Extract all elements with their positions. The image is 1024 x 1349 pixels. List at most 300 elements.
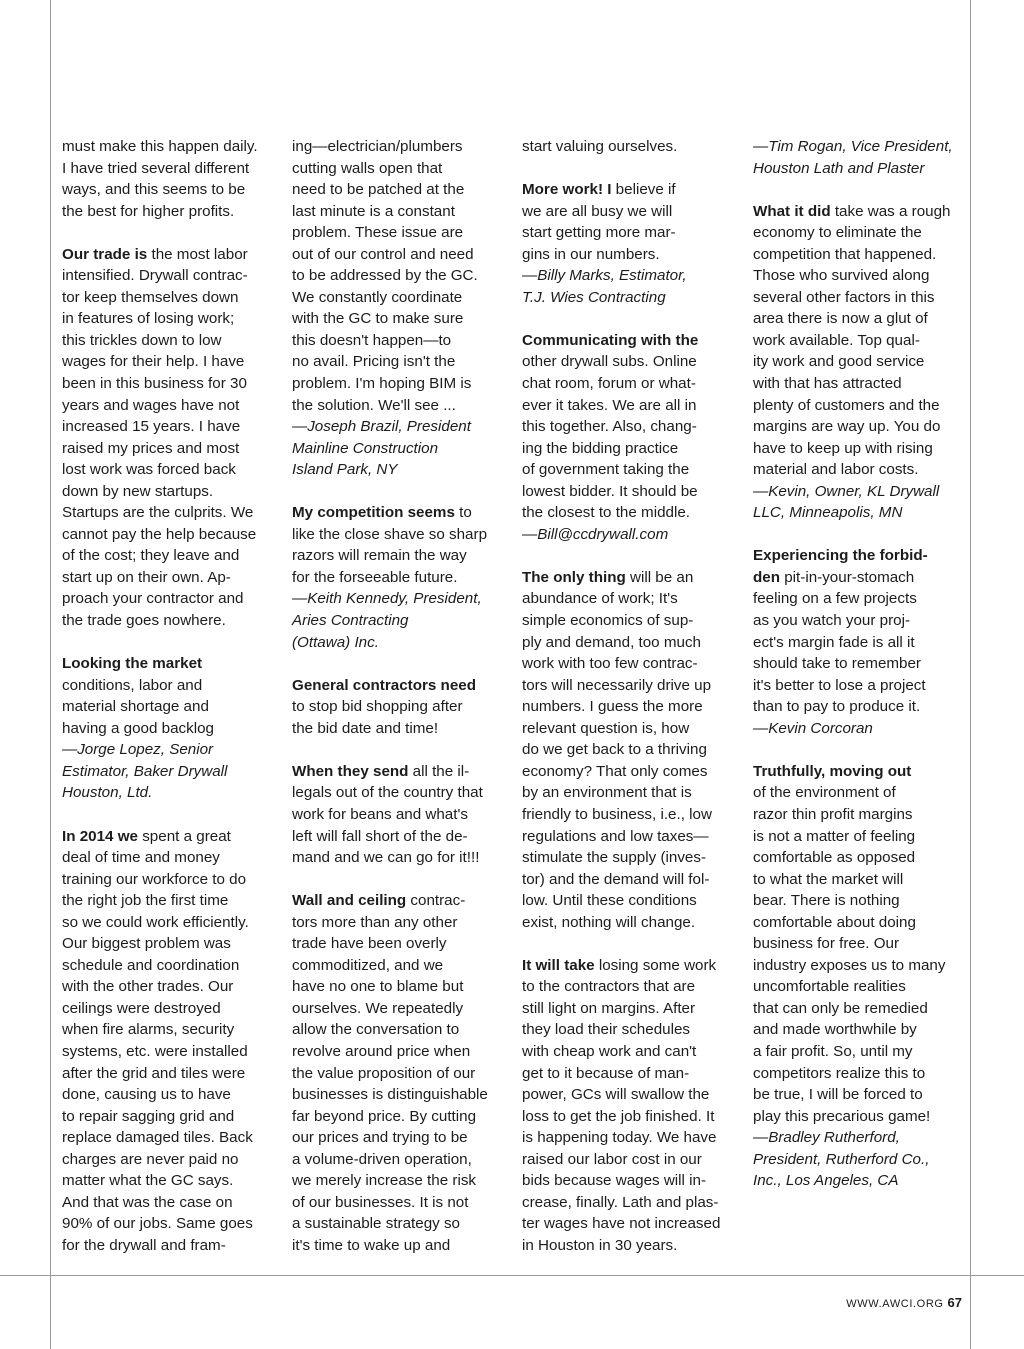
response-paragraph (753, 136, 965, 179)
body-text: work for beans and what's (292, 805, 468, 823)
text-line (753, 1106, 965, 1128)
body-text: we are all busy we will (522, 202, 673, 220)
attribution-text: —Keith Kennedy, President, (292, 590, 482, 608)
text-line (522, 976, 734, 998)
body-text: And that was the case on (62, 1193, 233, 1211)
text-line (62, 545, 274, 567)
body-text: plenty of customers and the (753, 396, 940, 414)
text-line (522, 1106, 734, 1128)
text-line (62, 761, 274, 783)
body-text: Our biggest problem was (62, 935, 231, 953)
text-line (522, 890, 734, 912)
response-paragraph (62, 653, 274, 804)
body-text: simple economics of sup- (522, 612, 694, 630)
body-text: the bid date and time! (292, 719, 439, 737)
body-text: competitors realize this to (753, 1064, 926, 1082)
body-text: with the other trades. Our (62, 978, 234, 996)
text-line (522, 179, 734, 201)
text-line (753, 395, 965, 417)
lead-in-bold: Communicating with the (522, 331, 699, 349)
page-footer (846, 1295, 962, 1310)
body-text: legals out of the country that (292, 784, 483, 802)
body-text: still light on margins. After (522, 999, 696, 1017)
body-text: lost work was forced back (62, 461, 236, 479)
body-text: start getting more mar- (522, 224, 676, 242)
body-text: play this precarious game! (753, 1107, 931, 1125)
text-line (522, 416, 734, 438)
body-text: deal of time and money (62, 849, 220, 867)
body-text: industry exposes us to many (753, 956, 946, 974)
body-text: gins in our numbers. (522, 245, 660, 263)
text-line (522, 998, 734, 1020)
text-line (522, 869, 734, 891)
text-line (62, 675, 274, 697)
body-text: that can only be remedied (753, 999, 928, 1017)
body-text: ect's margin fade is all it (753, 633, 915, 651)
text-line (292, 761, 504, 783)
body-text: several other factors in this (753, 288, 935, 306)
body-text: commoditized, and we (292, 956, 444, 974)
text-line (522, 632, 734, 654)
response-paragraph (62, 826, 274, 1257)
text-line (753, 804, 965, 826)
text-line (292, 545, 504, 567)
response-paragraph (292, 502, 504, 653)
body-text: as you watch your proj- (753, 612, 911, 630)
text-line (62, 1063, 274, 1085)
text-line (292, 438, 504, 460)
text-line (753, 438, 965, 460)
body-text: out of our control and need (292, 245, 474, 263)
lead-in-bold: Experiencing the forbid- (753, 547, 928, 565)
text-line (292, 1170, 504, 1192)
text-line (62, 330, 274, 352)
text-line (62, 739, 274, 761)
text-line (522, 373, 734, 395)
body-text: stimulate the supply (inves- (522, 849, 707, 867)
body-text: economy? That only comes (522, 762, 708, 780)
text-line (753, 998, 965, 1020)
body-text: far beyond price. By cutting (292, 1107, 477, 1125)
text-line (292, 244, 504, 266)
body-text: tors will necessarily drive up (522, 676, 712, 694)
text-line (753, 373, 965, 395)
text-line (292, 395, 504, 417)
text-column-4 (753, 136, 965, 1192)
text-line (292, 265, 504, 287)
body-text: a fair profit. So, until my (753, 1042, 913, 1060)
body-text: crease, finally. Lath and plas- (522, 1193, 719, 1211)
text-line (753, 330, 965, 352)
text-line (522, 1149, 734, 1171)
body-text: ourselves. We repeatedly (292, 999, 464, 1017)
text-line (62, 696, 274, 718)
text-line (753, 308, 965, 330)
body-text: competition that happened. (753, 245, 937, 263)
text-line (62, 308, 274, 330)
attribution-text: (Ottawa) Inc. (292, 633, 379, 651)
text-line (753, 567, 965, 589)
attribution-text: —Bill@ccdrywall.com (522, 525, 669, 543)
text-line (292, 1213, 504, 1235)
lead-in-bold: Truthfully, moving out (753, 762, 912, 780)
body-text: like the close shave so sharp (292, 525, 488, 543)
text-line (753, 1170, 965, 1192)
text-line (292, 976, 504, 998)
text-line (62, 244, 274, 266)
text-column-3 (522, 136, 734, 1256)
text-line (753, 653, 965, 675)
body-text: is not a matter of feeling (753, 827, 916, 845)
body-text: when fire alarms, security (62, 1021, 235, 1039)
text-line (522, 718, 734, 740)
text-line (522, 1213, 734, 1235)
text-line (522, 351, 734, 373)
body-text: material and labor costs. (753, 461, 919, 479)
body-text: to (454, 504, 472, 522)
text-line (292, 1106, 504, 1128)
footer-url[interactable]: WWW.AWCI.ORG (846, 1298, 944, 1310)
text-line (292, 632, 504, 654)
text-line (62, 718, 274, 740)
text-line (522, 1192, 734, 1214)
body-text: the trade goes nowhere. (62, 612, 226, 630)
lead-in-bold: Looking the market (62, 655, 203, 673)
text-line (522, 653, 734, 675)
text-line (292, 847, 504, 869)
text-line (753, 933, 965, 955)
text-line (62, 955, 274, 977)
text-line (292, 804, 504, 826)
body-text: raised my prices and most (62, 439, 240, 457)
text-line (62, 524, 274, 546)
response-paragraph (522, 567, 734, 933)
text-line (522, 244, 734, 266)
body-text: ity work and good service (753, 353, 925, 371)
lead-in-bold: In 2014 we (62, 827, 138, 845)
body-text: cannot pay the help because (62, 525, 257, 543)
text-line (753, 1127, 965, 1149)
body-text: the value proposition of our (292, 1064, 476, 1082)
text-line (62, 1149, 274, 1171)
text-line (62, 912, 274, 934)
body-text: ing—electrician/plumbers (292, 138, 463, 155)
response-paragraph (753, 761, 965, 1192)
body-text: down by new startups. (62, 482, 214, 500)
text-line (62, 438, 274, 460)
text-line (753, 588, 965, 610)
body-text: having a good backlog (62, 719, 214, 737)
body-text: increased 15 years. I have (62, 418, 241, 436)
text-line (62, 653, 274, 675)
body-text: been in this business for 30 (62, 375, 247, 393)
text-line (62, 136, 274, 158)
response-paragraph (292, 136, 504, 481)
text-line (292, 912, 504, 934)
text-line (522, 287, 734, 309)
response-paragraph (522, 179, 734, 308)
attribution-text: Aries Contracting (292, 612, 409, 630)
body-text: get to it because of man- (522, 1064, 690, 1082)
text-line (753, 459, 965, 481)
text-line (292, 718, 504, 740)
text-line (522, 912, 734, 934)
attribution-text: Estimator, Baker Drywall (62, 762, 228, 780)
body-text: material shortage and (62, 698, 209, 716)
body-text: mand and we can go for it!!! (292, 849, 480, 867)
text-line (753, 265, 965, 287)
text-line (753, 610, 965, 632)
body-text: have no one to blame but (292, 978, 464, 996)
text-line (522, 1084, 734, 1106)
text-line (522, 782, 734, 804)
body-text: razors will remain the way (292, 547, 467, 565)
body-text: have to keep up with rising (753, 439, 933, 457)
text-line (292, 1127, 504, 1149)
text-line (753, 222, 965, 244)
body-text: the solution. We'll see ... (292, 396, 456, 414)
text-line (62, 373, 274, 395)
text-line (753, 1063, 965, 1085)
text-line (62, 588, 274, 610)
lead-in-bold: The only thing (522, 568, 626, 586)
body-text: bids because wages will in- (522, 1172, 707, 1190)
text-line (62, 1041, 274, 1063)
text-line (522, 567, 734, 589)
text-line (292, 610, 504, 632)
text-line (292, 1084, 504, 1106)
text-line (292, 1019, 504, 1041)
body-text: so we could work efficiently. (62, 913, 249, 931)
text-line (753, 847, 965, 869)
body-text: allow the conversation to (292, 1021, 460, 1039)
text-line (292, 416, 504, 438)
text-line (753, 1019, 965, 1041)
body-text: conditions, labor and (62, 676, 203, 694)
body-text: with the GC to make sure (292, 310, 464, 328)
text-line (292, 588, 504, 610)
response-paragraph (522, 955, 734, 1257)
body-text: we merely increase the risk (292, 1172, 477, 1190)
response-paragraph (62, 136, 274, 222)
text-line (292, 330, 504, 352)
text-line (62, 502, 274, 524)
text-line (62, 610, 274, 632)
text-line (292, 998, 504, 1020)
text-line (292, 955, 504, 977)
attribution-text: LLC, Minneapolis, MN (753, 504, 903, 522)
text-line (62, 1106, 274, 1128)
text-line (62, 782, 274, 804)
body-text: ever it takes. We are all in (522, 396, 697, 414)
lead-in-bold: More work! I (522, 181, 612, 199)
text-line (753, 632, 965, 654)
text-line (62, 1127, 274, 1149)
body-text: believe if (611, 181, 676, 199)
body-text: start up on their own. Ap- (62, 568, 231, 586)
text-line (62, 826, 274, 848)
body-text: with that has attracted (753, 375, 902, 393)
text-line (753, 718, 965, 740)
text-line (62, 1213, 274, 1235)
body-text: problem. I'm hoping BIM is (292, 375, 472, 393)
body-text: the most labor (147, 245, 248, 263)
text-line (753, 416, 965, 438)
body-text: ter wages have not increased (522, 1215, 721, 1233)
text-line (753, 675, 965, 697)
body-text: years and wages have not (62, 396, 240, 414)
body-text: to what the market will (753, 870, 904, 888)
text-line (62, 998, 274, 1020)
text-line (292, 201, 504, 223)
body-text: and made worthwhile by (753, 1021, 917, 1039)
body-text: last minute is a constant (292, 202, 455, 220)
attribution-text: Island Park, NY (292, 461, 398, 479)
body-text: margins are way up. You do (753, 418, 941, 436)
body-text: other drywall subs. Online (522, 353, 697, 371)
attribution-text: Houston Lath and Plaster (753, 159, 925, 177)
right-margin-rule (970, 0, 971, 1349)
body-text: 90% of our jobs. Same goes (62, 1215, 253, 1233)
text-line (522, 804, 734, 826)
body-text: problem. These issue are (292, 224, 464, 242)
body-text: done, causing us to have (62, 1086, 231, 1104)
body-text: it's time to wake up and (292, 1236, 451, 1254)
text-line (292, 826, 504, 848)
text-line (292, 287, 504, 309)
text-line (522, 739, 734, 761)
body-text: proach your contractor and (62, 590, 244, 608)
body-text: to repair sagging grid and (62, 1107, 235, 1125)
body-text: comfortable as opposed (753, 849, 916, 867)
text-line (522, 955, 734, 977)
body-text: of government taking the (522, 461, 690, 479)
body-text: spent a great (137, 827, 231, 845)
text-line (62, 395, 274, 417)
text-line (753, 481, 965, 503)
body-text: than to pay to produce it. (753, 698, 921, 716)
body-text: it's better to lose a project (753, 676, 926, 694)
text-line (62, 287, 274, 309)
text-line (522, 502, 734, 524)
lead-in-bold: General contractors need (292, 676, 477, 694)
text-line (292, 136, 504, 158)
lead-in-bold: What it did (753, 202, 831, 220)
text-line (62, 1192, 274, 1214)
body-text: uncomfortable realities (753, 978, 906, 996)
text-line (292, 502, 504, 524)
lead-in-bold: Our trade is (62, 245, 148, 263)
text-line (522, 847, 734, 869)
body-text: for the forseeable future. (292, 568, 458, 586)
response-paragraph (292, 675, 504, 740)
text-line (753, 201, 965, 223)
body-text: regulations and low taxes— (522, 827, 709, 845)
body-text: all the il- (408, 762, 470, 780)
text-line (62, 351, 274, 373)
attribution-text: —Bradley Rutherford, (753, 1129, 900, 1147)
text-line (62, 1235, 274, 1257)
body-text: revolve around price when (292, 1042, 471, 1060)
body-text: a sustainable strategy so (292, 1215, 461, 1233)
text-line (62, 847, 274, 869)
body-text: lowest bidder. It should be (522, 482, 698, 500)
body-text: raised our labor cost in our (522, 1150, 702, 1168)
body-text: power, GCs will swallow the (522, 1086, 710, 1104)
body-text: be true, I will be forced to (753, 1086, 923, 1104)
body-text: after the grid and tiles were (62, 1064, 246, 1082)
text-line (753, 696, 965, 718)
attribution-text: —Joseph Brazil, President (292, 418, 471, 436)
footer-rule (0, 1275, 1024, 1276)
body-text: need to be patched at the (292, 181, 465, 199)
text-line (292, 933, 504, 955)
body-text: Those who survived along (753, 267, 930, 285)
body-text: training our workforce to do (62, 870, 247, 888)
text-line (522, 481, 734, 503)
body-text: of the cost; they leave and (62, 547, 240, 565)
body-text: I have tried several different (62, 159, 250, 177)
text-line (753, 287, 965, 309)
body-text: Startups are the culprits. We (62, 504, 254, 522)
body-text: losing some work (594, 956, 717, 974)
body-text: ply and demand, too much (522, 633, 701, 651)
text-line (292, 158, 504, 180)
body-text: of our businesses. It is not (292, 1193, 469, 1211)
text-line (522, 696, 734, 718)
body-text: by an environment that is (522, 784, 692, 802)
body-text: We constantly coordinate (292, 288, 463, 306)
attribution-text: President, Rutherford Co., (753, 1150, 930, 1168)
body-text: replace damaged tiles. Back (62, 1129, 253, 1147)
text-line (753, 782, 965, 804)
lead-in-bold: Wall and ceiling (292, 892, 407, 910)
attribution-text: Mainline Construction (292, 439, 439, 457)
text-line (62, 976, 274, 998)
lead-in-bold: It will take (522, 956, 595, 974)
text-line (522, 222, 734, 244)
body-text: comfortable about doing (753, 913, 916, 931)
text-line (292, 222, 504, 244)
body-text: low. Until these conditions (522, 892, 697, 910)
text-line (292, 459, 504, 481)
body-text: tors more than any other (292, 913, 458, 931)
text-line (62, 158, 274, 180)
body-text: bear. There is nothing (753, 892, 900, 910)
body-text: matter what the GC says. (62, 1172, 234, 1190)
text-line (753, 826, 965, 848)
text-line (753, 158, 965, 180)
body-text: our prices and trying to be (292, 1129, 468, 1147)
body-text: in Houston in 30 years. (522, 1236, 678, 1254)
lead-in-bold: When they send (292, 762, 409, 780)
text-line (522, 610, 734, 632)
text-column-1 (62, 136, 274, 1256)
text-line (753, 912, 965, 934)
body-text: of the environment of (753, 784, 896, 802)
body-text: intensified. Drywall contrac- (62, 267, 248, 285)
text-line (62, 416, 274, 438)
body-text: area there is now a glut of (753, 310, 928, 328)
text-line (62, 179, 274, 201)
text-line (292, 1063, 504, 1085)
text-line (522, 395, 734, 417)
body-text: feeling on a few projects (753, 590, 917, 608)
body-text: trade have been overly (292, 935, 447, 953)
text-line (522, 1170, 734, 1192)
text-line (292, 524, 504, 546)
attribution-text: —Kevin, Owner, KL Drywall (753, 482, 940, 500)
